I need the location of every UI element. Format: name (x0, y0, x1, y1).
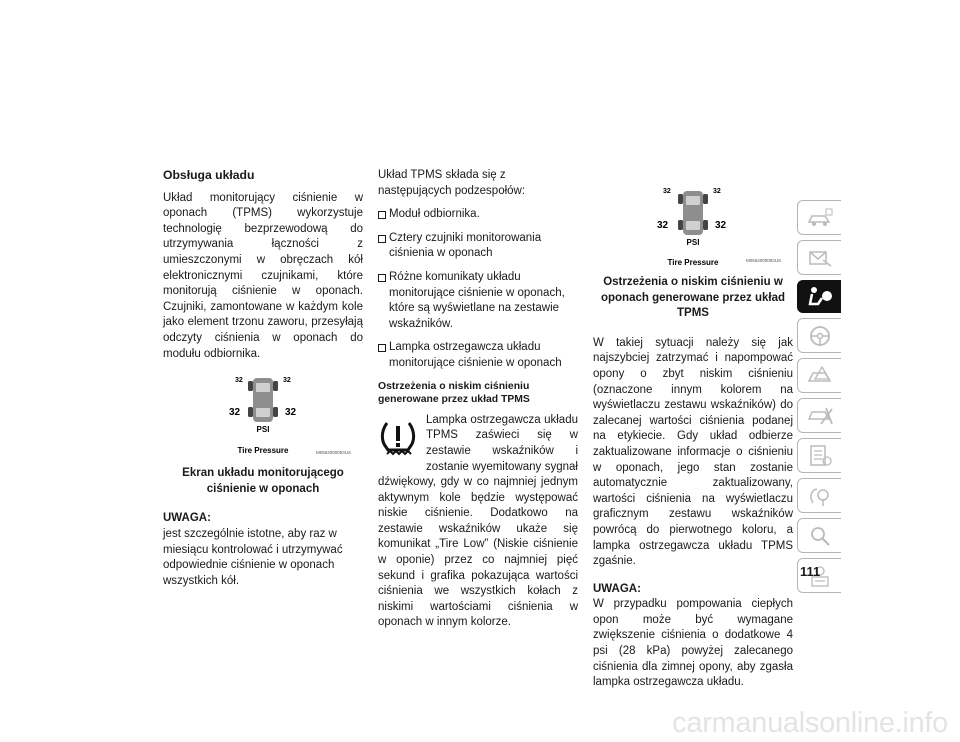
tire-pressure-figure (163, 374, 363, 460)
mail-icon (805, 246, 835, 270)
components-list (378, 207, 578, 371)
tire-pressure-label: Tire Pressure (667, 258, 719, 267)
list-item: Lampka ostrzegawcza układu monitorujące ciśnienie w oponach (378, 340, 578, 371)
tab-navigation[interactable] (797, 478, 841, 513)
list-item: Cztery czujniki monitorowania ciśnienia w oponach (378, 231, 578, 262)
figure-caption: Ekran układu monitorującego ciśnienie w oponach (182, 467, 344, 495)
section-heading: Obsługa układu (163, 168, 255, 182)
paragraph: W takiej sytuacji należy się jak najszybciej zatrzymać i napompować opony o zbyt niskim ciśnieniu (oznaczone innym kolorem na wyświetlaczu zestawu wskaźników) do zalecanej wartości ciśnienia podanej na etykiecie. Gdy układ odbierze zaktualizowane informacje o ciśnieniu w oponach, jego stan zostanie automatycznie zaktualizowany, wartości ciśnienia na wyświetlaczu graficznym zestawu wskaźników powrócą do pierwotnego koloru, a lampka ostrzegawcza układu TPMS zgaśnie. (593, 336, 793, 568)
tab-mail[interactable] (797, 240, 841, 275)
list-icon (805, 443, 835, 469)
tire-pressure-warning-figure (593, 183, 793, 269)
warning-block (378, 413, 578, 631)
steering-wheel-icon (805, 323, 835, 349)
tire-value-fr: 32 (283, 377, 291, 385)
warning-text: Lampka ostrzegawcza układu TPMS zaświeci się w zestawie wskaźników i zostanie wyemitowany sygnał dźwiękowy, gdy w co najmniej jednym aktywnym kole będzie występować niskie ciśnienie. Dodatkowo na zestawie wskaźników ukaże się komunikat „Tire Low” (Niskie ciśnienie w oponie) przez co najmniej pięć sekund i grafika pokazująca wartości ciśnienia we wszystkich kołach z niskimi wartościami ciśnienia w oponach w innym kolorze. (378, 413, 578, 629)
tire-value-rl: 32 (229, 407, 241, 419)
figure-code: M0562000093US (745, 258, 781, 264)
bullet-square-icon (378, 211, 386, 219)
column-1 (163, 168, 363, 589)
tire-pressure-label: Tire Pressure (237, 446, 289, 456)
tab-airbag[interactable] (797, 280, 841, 313)
note-text: W przypadku pompowania ciepłych opon może być wymagane zwiększenie ciśnienia o dodatkowe 4 psi (28 kPa) powyżej zalecanego ciśnienia dla zimnej opony, aby zgasła lampka ostrzegawcza układu. (593, 598, 793, 689)
tpms-warning-icon (378, 417, 418, 459)
watermark: carmanualsonline.info (672, 707, 948, 739)
paragraph: Układ monitorujący ciśnienie w oponach (TPMS) wykorzystuje technologię bezprzewodową do utrzymywania łączności z umieszczonymi w obręczach kół elektronicznymi czujnikami, które monitorują ciśnienie w oponach. Czujniki, zamontowane w każdym kole jako element trzonu zaworu, przesyłają odczyty ciśnienia w oponach do modułu odbiornika. (163, 191, 363, 360)
tab-car-warning[interactable] (797, 358, 841, 393)
subheading: Ostrzeżenia o niskim ciśnieniu generowane przez układ TPMS (378, 380, 530, 406)
tab-steering[interactable] (797, 318, 841, 353)
note-text: jest szczególnie istotne, aby raz w miesiącu kontrolować i utrzymywać odpowiednie ciśnienie w oponach wszystkich kół. (163, 527, 343, 587)
tab-list[interactable] (797, 438, 841, 473)
list-item: Moduł odbiornika. (378, 207, 578, 223)
figure-caption: Ostrzeżenia o niskim ciśnieniu w oponach generowane przez układ TPMS (600, 276, 786, 320)
car-warning-icon (805, 363, 835, 389)
column-3 (593, 183, 793, 691)
bullet-square-icon (378, 274, 386, 282)
tire-value-fl: 32 (235, 377, 243, 385)
page-number: 111 (800, 564, 821, 579)
tire-value-fr: 32 (713, 188, 721, 195)
list-item: Różne komunikaty układu monitorujące ciśnienie w oponach, które są wyświetlane na zestawie wskaźników. (378, 270, 578, 332)
tire-value-rl: 32 (657, 220, 669, 231)
navigation-icon (805, 483, 835, 509)
figure-code: M0562000093US (315, 449, 351, 455)
tab-search[interactable] (797, 518, 841, 553)
airbag-icon (804, 284, 834, 310)
bullet-square-icon (378, 235, 386, 243)
psi-label: PSI (686, 238, 700, 247)
tab-car-info[interactable] (797, 200, 841, 235)
car-info-icon (805, 206, 835, 230)
note-title: UWAGA: (163, 512, 211, 525)
car-service-icon (805, 403, 835, 429)
tab-car-service[interactable] (797, 398, 841, 433)
intro-text: Układ TPMS składa się z następujących podzespołów: (378, 169, 526, 197)
tire-value-fl: 32 (663, 188, 671, 195)
tire-value-rr: 32 (285, 407, 297, 419)
note-title: UWAGA: (593, 582, 641, 595)
chapter-tabs (797, 200, 841, 598)
bullet-square-icon (378, 344, 386, 352)
tire-value-rr: 32 (715, 220, 727, 231)
column-2 (378, 168, 578, 631)
psi-label: PSI (256, 425, 270, 435)
search-icon (805, 523, 835, 549)
